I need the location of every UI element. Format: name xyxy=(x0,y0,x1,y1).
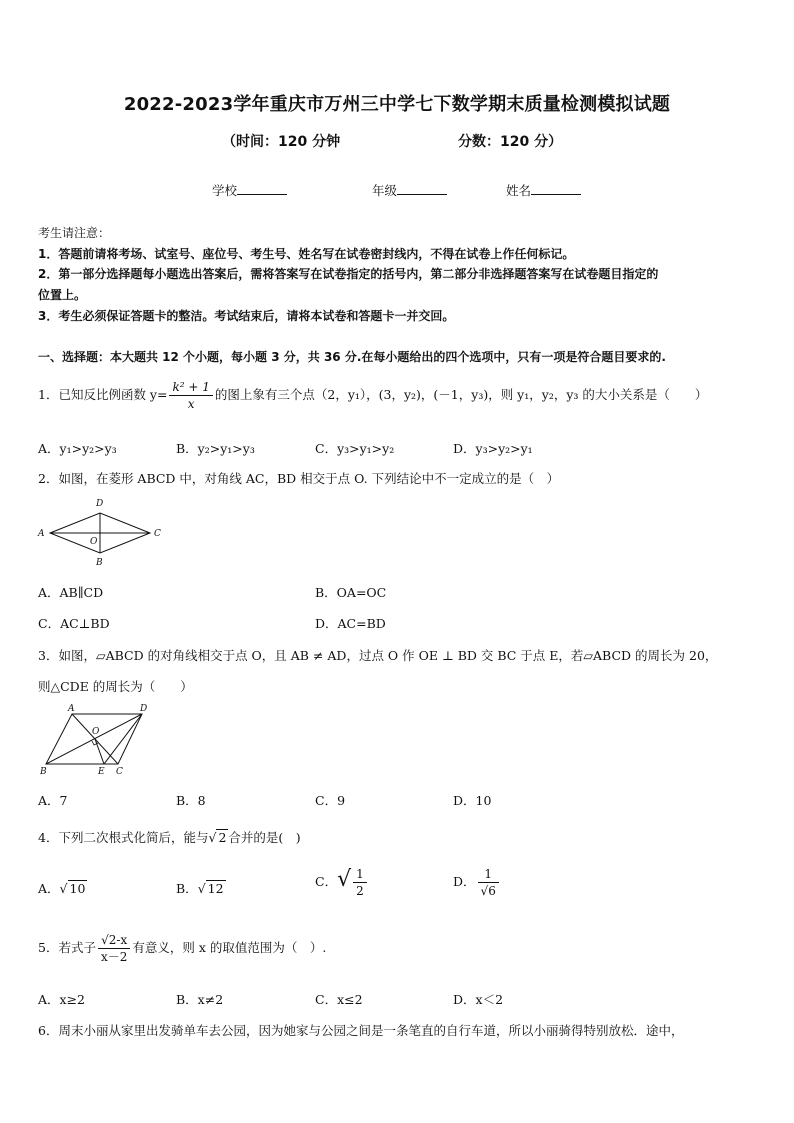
q4-option-c-numerator: 1 xyxy=(353,866,367,883)
q5-numerator-radical: √2-x xyxy=(98,932,130,949)
q4-option-d-denominator-radical: √6 xyxy=(480,884,496,898)
q5-fraction xyxy=(98,932,130,965)
score-info: 分数：120 分） xyxy=(458,134,563,150)
notice-item: 位置上。 xyxy=(38,288,87,302)
q4-option-b[interactable] xyxy=(176,879,226,897)
grade-label: 年级 xyxy=(372,183,398,198)
grade-blank[interactable] xyxy=(397,182,447,195)
q4-option-d-denominator: 6 xyxy=(488,884,496,898)
q4-option-d-label: D． xyxy=(453,874,476,889)
school-field xyxy=(212,181,287,199)
q2-option-a[interactable]: A．AB∥CD xyxy=(38,585,104,600)
q4-radical: √ 2 xyxy=(208,830,227,845)
question-4 xyxy=(38,828,301,846)
q4-option-b-radical: √ 12 xyxy=(197,881,224,896)
q2-option-d[interactable]: D．AC=BD xyxy=(315,616,386,631)
label-b: B xyxy=(40,767,47,777)
label-b: B xyxy=(96,558,103,568)
question-3-line-1: 3．如图，▱ABCD 的对角线相交于点 O，且 AB ≠ AD，过点 O 作 OE ⊥ BD 交 BC 于点 E，若▱ABCD 的周长为 20， xyxy=(38,648,718,663)
q3-option-c[interactable]: C．9 xyxy=(315,793,346,808)
q4-option-a[interactable] xyxy=(38,879,87,897)
q4-option-a-radicand: 10 xyxy=(69,881,86,896)
label-o: O xyxy=(92,727,100,737)
q2-option-b[interactable]: B．OA=OC xyxy=(315,585,387,600)
q3-option-d[interactable]: D．10 xyxy=(453,793,492,808)
grade-field xyxy=(372,181,447,199)
notice-item: 3．考生必须保证答题卡的整洁。考试结束后，请将本试卷和答题卡一并交回。 xyxy=(38,309,455,323)
parallelogram-figure xyxy=(36,702,166,782)
name-blank[interactable] xyxy=(531,182,581,195)
q3-option-a[interactable]: A．7 xyxy=(38,793,68,808)
label-c: C xyxy=(116,767,123,777)
question-5 xyxy=(38,932,326,965)
q5-numerator: 2-x xyxy=(108,933,128,947)
q4-option-a-label: A． xyxy=(38,881,60,896)
label-d: D xyxy=(96,499,104,509)
label-e: E xyxy=(98,767,105,777)
time-info: （时间：120 分钟 xyxy=(222,134,341,150)
q5-option-a[interactable]: A．x≥2 xyxy=(38,992,86,1007)
label-o: O xyxy=(90,537,98,547)
name-label: 姓名 xyxy=(506,183,532,198)
q4-option-c-radical: √ xyxy=(337,867,352,892)
question-6: 6．周末小丽从家里出发骑单车去公园，因为她家与公园之间是一条笔直的自行车道，所以小丽骑得特别放松．途中， xyxy=(38,1023,684,1038)
q5-option-c[interactable]: C．x≤2 xyxy=(315,992,363,1007)
question-2: 2．如图，在菱形 ABCD 中，对角线 AC，BD 相交于点 O. 下列结论中不一定成立的是（ ） xyxy=(38,471,560,486)
q1-option-d[interactable]: D．y₃>y₂>y₁ xyxy=(453,441,533,456)
q1-option-c[interactable]: C．y₃>y₁>y₂ xyxy=(315,441,395,456)
q4-option-c-fraction xyxy=(353,866,367,899)
q1-stem-post: 的图上象有三个点（2，y₁），(3，y₂)，(－1，y₃)，则 y₁，y₂，y₃ 的大小关系是（ ） xyxy=(214,387,708,402)
q4-option-c[interactable] xyxy=(315,866,369,899)
q2-option-c[interactable]: C．AC⊥BD xyxy=(38,616,110,631)
q4-radicand: 2 xyxy=(218,830,227,845)
q4-option-d-fraction xyxy=(478,866,499,899)
school-blank[interactable] xyxy=(237,182,287,195)
q4-option-a-radical: √ 10 xyxy=(59,881,86,896)
q3-option-b[interactable]: B．8 xyxy=(176,793,206,808)
q5-option-b[interactable]: B．x≠2 xyxy=(176,992,224,1007)
q1-fraction-numerator: k² + 1 xyxy=(169,379,212,396)
page-title: 2022-2023学年重庆市万州三中学七下数学期末质量检测模拟试题 xyxy=(123,94,671,115)
label-c: C xyxy=(154,529,161,539)
q1-option-b[interactable]: B．y₂>y₁>y₃ xyxy=(176,441,255,456)
notice-heading: 考生请注意： xyxy=(38,226,111,240)
label-a: A xyxy=(68,704,75,714)
name-field xyxy=(506,181,581,199)
rhombus-figure xyxy=(36,495,166,570)
q5-stem-pre: 5．若式子 xyxy=(38,940,96,955)
q1-option-a[interactable]: A．y₁>y₂>y₃ xyxy=(38,441,117,456)
q1-fraction xyxy=(169,379,212,412)
q5-denominator: x－2 xyxy=(100,950,128,964)
q4-option-c-label: C． xyxy=(315,874,338,889)
question-3-line-2: 则△CDE 的周长为（ ） xyxy=(38,679,193,694)
q5-option-d[interactable]: D．x＜2 xyxy=(453,992,504,1007)
section-heading: 一、选择题：本大题共 12 个小题，每小题 3 分，共 36 分.在每小题给出的四个选项中，只有一项是符合题目要求的. xyxy=(38,350,666,364)
q4-option-c-denominator: 2 xyxy=(356,884,364,898)
q4-option-b-label: B． xyxy=(176,881,198,896)
question-1 xyxy=(38,379,707,412)
notice-item: 2．第一部分选择题每小题选出答案后，需将答案写在试卷指定的括号内，第二部分非选择题答案写在试卷题目指定的 xyxy=(38,267,659,281)
q1-stem-pre: 1．已知反比例函数 y= xyxy=(38,387,168,402)
q4-option-d[interactable] xyxy=(453,866,501,899)
q4-stem-post: 合并的是( ) xyxy=(228,830,301,845)
notice-item: 1．答题前请将考场、试室号、座位号、考生号、姓名写在试卷密封线内，不得在试卷上作任何标记。 xyxy=(38,247,575,261)
school-label: 学校 xyxy=(212,183,238,198)
label-d: D xyxy=(140,704,148,714)
q1-fraction-denominator: x xyxy=(187,397,195,411)
q4-option-b-radicand: 12 xyxy=(207,881,224,896)
q5-stem-post: 有意义，则 x 的取值范围为（ ）. xyxy=(132,940,327,955)
q4-option-d-numerator: 1 xyxy=(478,866,499,883)
label-a: A xyxy=(38,529,45,539)
q4-stem-pre: 4．下列二次根式化简后，能与 xyxy=(38,830,209,845)
